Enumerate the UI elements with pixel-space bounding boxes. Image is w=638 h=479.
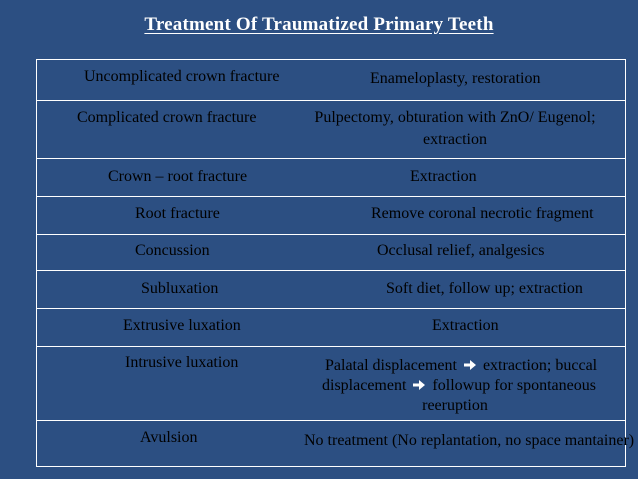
- treatment-cell: Occlusal relief, analgesics: [377, 242, 545, 259]
- injury-cell: Root fracture: [135, 205, 220, 222]
- slide-title-text: Treatment Of Traumatized Primary Teeth: [144, 14, 494, 35]
- treatment-cell: Extraction: [410, 168, 477, 185]
- injury-cell: Crown – root fracture: [108, 168, 248, 185]
- row-divider: [36, 346, 626, 347]
- injury-cell: Concussion: [135, 242, 210, 259]
- injury-cell: Uncomplicated crown fracture: [84, 68, 280, 85]
- arrow-right-icon: [412, 378, 426, 392]
- row-divider: [36, 158, 626, 159]
- injury-cell: Extrusive luxation: [123, 317, 241, 334]
- treatment-cell: Remove coronal necrotic fragment: [371, 205, 594, 222]
- arrow-right-icon: [463, 358, 477, 372]
- treatment-text: followup for spontaneous: [432, 377, 596, 394]
- row-divider: [36, 100, 626, 101]
- treatment-cell: No treatment (No replantation, no space mantainer): [304, 432, 635, 449]
- treatment-line: reeruption: [422, 397, 488, 414]
- treatment-text: extraction; buccal: [482, 357, 598, 374]
- treatment-line: [322, 375, 596, 397]
- treatment-cell: extraction: [423, 131, 487, 148]
- slide-title: [0, 14, 638, 36]
- row-divider: [36, 270, 626, 271]
- injury-cell: Intrusive luxation: [125, 354, 239, 371]
- injury-cell: Complicated crown fracture: [77, 109, 257, 126]
- treatment-text: displacement: [322, 377, 407, 394]
- row-divider: [36, 420, 626, 421]
- treatment-cell: Soft diet, follow up; extraction: [386, 280, 583, 297]
- injury-cell: Subluxation: [141, 280, 219, 297]
- row-divider: [36, 196, 626, 197]
- row-divider: [36, 234, 626, 235]
- treatment-text: Palatal displacement: [325, 357, 457, 374]
- treatment-line: [325, 355, 597, 377]
- treatment-cell: Extraction: [432, 317, 499, 334]
- treatment-cell: Enameloplasty, restoration: [370, 70, 541, 87]
- injury-cell: Avulsion: [140, 429, 198, 446]
- row-divider: [36, 308, 626, 309]
- treatment-cell: Pulpectomy, obturation with ZnO/ Eugenol;: [314, 109, 596, 126]
